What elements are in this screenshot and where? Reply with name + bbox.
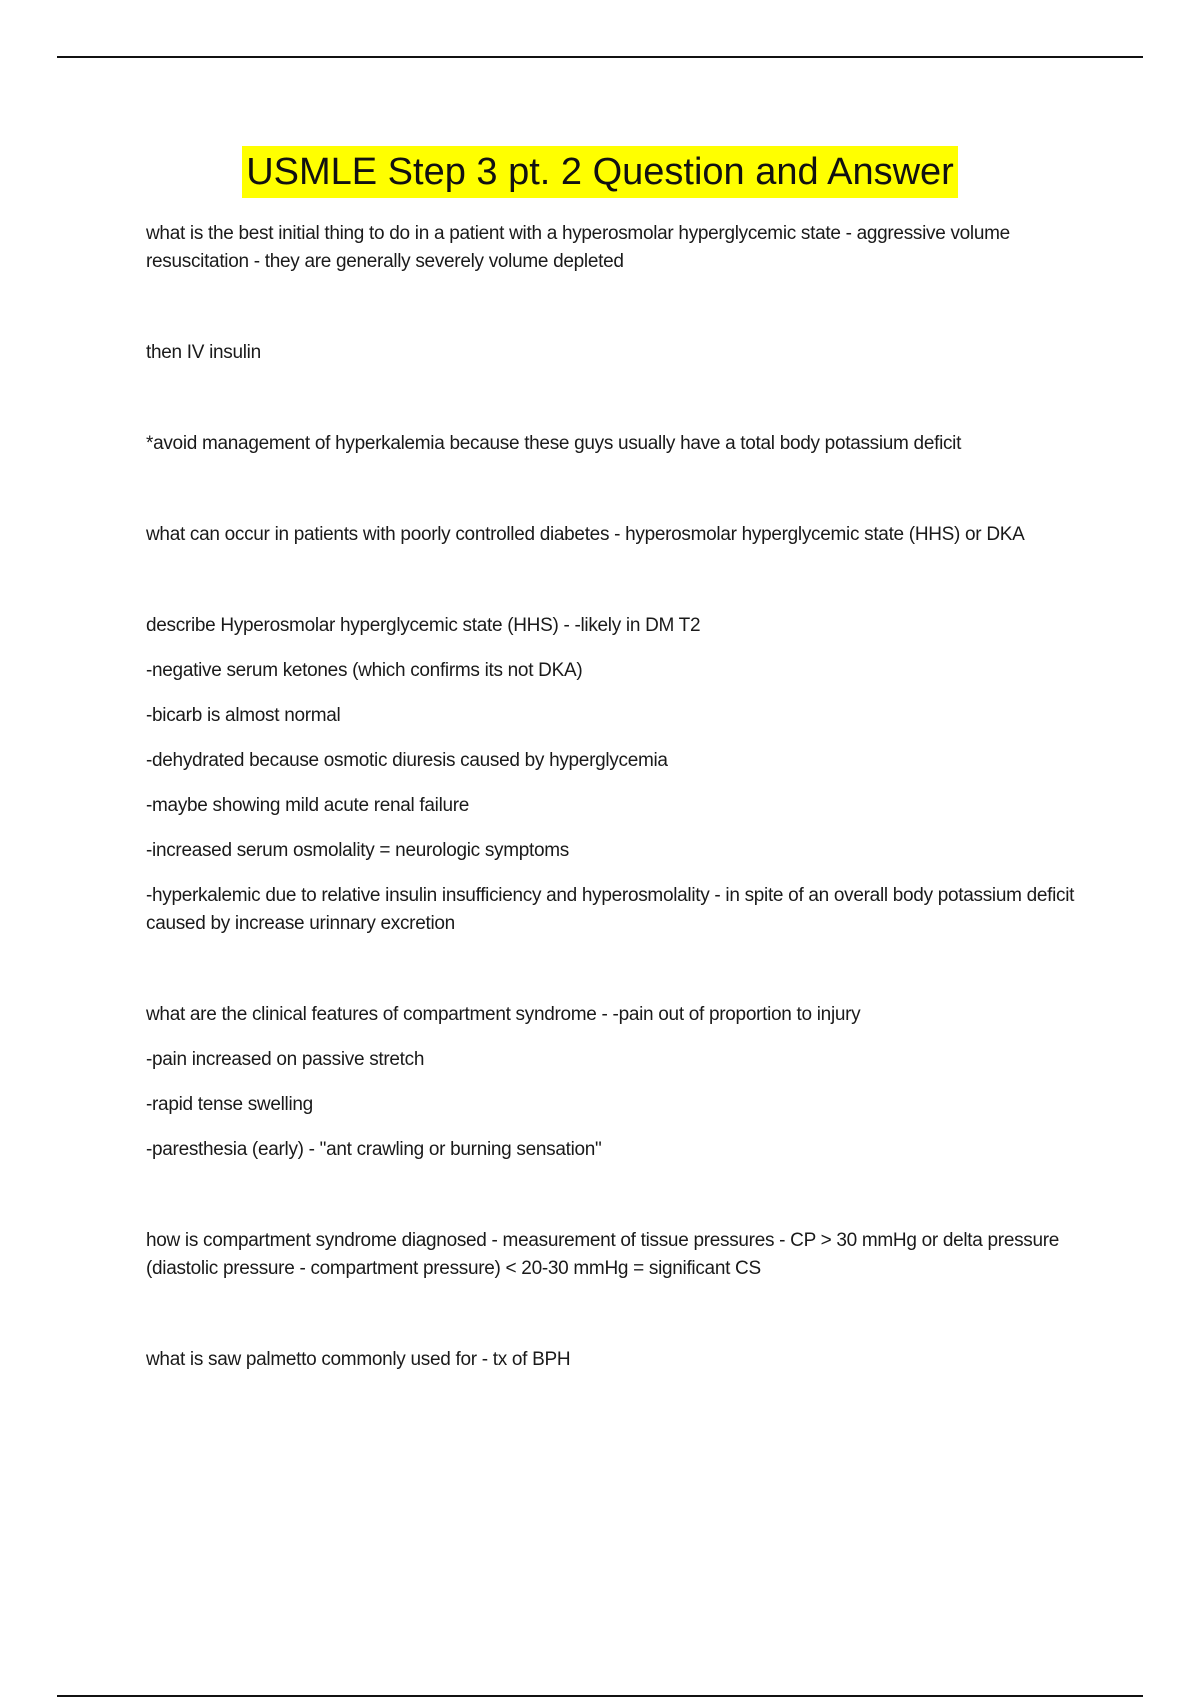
list-item: -increased serum osmolality = neurologic symptoms: [146, 840, 569, 861]
paragraph-compartment-syndrome-features: what are the clinical features of compartment syndrome - -pain out of proportion to injury: [146, 1004, 861, 1025]
list-item: -maybe showing mild acute renal failure: [146, 795, 470, 816]
list-item: -paresthesia (early) - "ant crawling or burning sensation": [146, 1139, 602, 1160]
paragraph-poorly-controlled-diabetes: what can occur in patients with poorly controlled diabetes - hyperosmolar hyperglycemic state (HHS) or DKA: [146, 524, 1025, 545]
list-item: -rapid tense swelling: [146, 1094, 313, 1115]
list-item: -bicarb is almost normal: [146, 705, 341, 726]
paragraph-iv-insulin: then IV insulin: [146, 342, 261, 363]
list-item: -pain increased on passive stretch: [146, 1049, 425, 1070]
title-block: [0, 146, 1200, 198]
list-item: -hyperkalemic due to relative insulin insufficiency and hyperosmolality - in spite of an overall body potassium deficit caused by increase urinnary excretion: [146, 885, 1075, 934]
list-item: -negative serum ketones (which confirms its not DKA): [146, 660, 583, 681]
bottom-rule: [57, 1695, 1143, 1697]
paragraph-describe-hhs: describe Hyperosmolar hyperglycemic state (HHS) - -likely in DM T2: [146, 615, 701, 636]
document-title: USMLE Step 3 pt. 2 Question and Answer: [242, 146, 958, 198]
document-body: [146, 220, 1096, 1374]
list-item: -dehydrated because osmotic diuresis caused by hyperglycemia: [146, 750, 668, 771]
top-rule: [57, 56, 1143, 58]
paragraph-saw-palmetto: what is saw palmetto commonly used for - tx of BPH: [146, 1349, 571, 1370]
paragraph-avoid-hyperkalemia: *avoid management of hyperkalemia because these guys usually have a total body potassium deficit: [146, 433, 962, 454]
paragraph-hhs-initial-management: what is the best initial thing to do in a patient with a hyperosmolar hyperglycemic state - aggressive volume resuscitation - they are generally severely volume depleted: [146, 223, 1010, 272]
paragraph-compartment-syndrome-diagnosis: how is compartment syndrome diagnosed - measurement of tissue pressures - CP > 30 mmHg or delta pressure (diastolic pressure - compartment pressure) < 20-30 mmHg = significant CS: [146, 1230, 1060, 1279]
